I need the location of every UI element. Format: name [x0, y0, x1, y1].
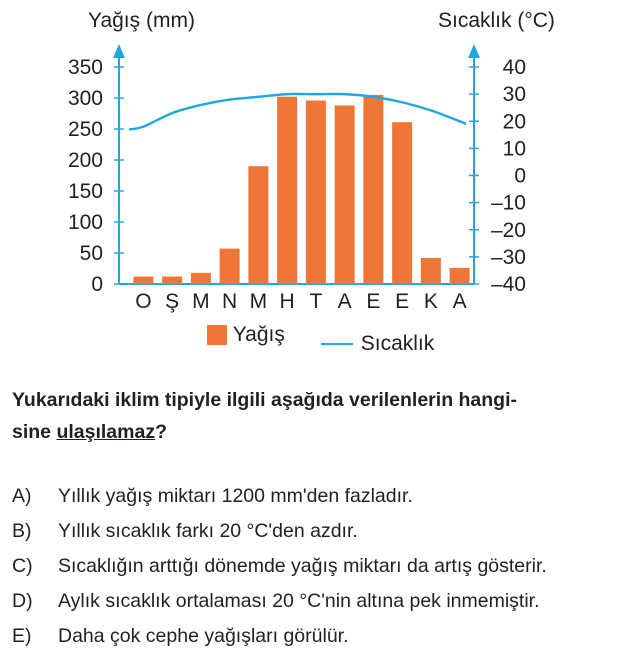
- legend-bar-label: Yağış: [232, 323, 285, 346]
- option-e-letter: E): [12, 625, 32, 647]
- option-d-letter: D): [12, 590, 33, 612]
- month-label: A: [452, 290, 467, 313]
- precipitation-bar: [133, 277, 153, 284]
- month-label: N: [222, 290, 238, 313]
- question-line-2-prefix: sine: [12, 421, 57, 443]
- option-c[interactable]: [12, 550, 547, 585]
- option-d[interactable]: [12, 585, 547, 620]
- left-tick-label: 150: [67, 180, 103, 203]
- question-line-2: [12, 416, 632, 448]
- precipitation-bar: [363, 95, 383, 284]
- question-line-2-suffix: ?: [155, 421, 167, 443]
- left-tick-label: 250: [67, 118, 103, 141]
- option-c-letter: C): [12, 555, 33, 577]
- right-tick-label: 30: [502, 83, 526, 107]
- month-label: O: [135, 290, 152, 313]
- legend-item-precipitation: [207, 323, 285, 347]
- option-b-letter: B): [12, 520, 32, 542]
- right-tick-label: 10: [502, 137, 526, 161]
- precipitation-bar: [248, 166, 268, 284]
- month-label: K: [423, 290, 438, 313]
- left-axis-arrow: [113, 44, 125, 58]
- right-tick-label: –10: [490, 191, 526, 215]
- left-tick-label: 100: [67, 211, 103, 234]
- precipitation-bar: [392, 122, 412, 284]
- precipitation-bar: [191, 273, 211, 284]
- option-b-text: Yıllık sıcaklık farkı 20 °C'den azdır.: [58, 520, 358, 542]
- legend-bar-swatch: [207, 325, 227, 345]
- option-d-text: Aylık sıcaklık ortalaması 20 °C'nin altına pek inmemiştir.: [58, 590, 540, 612]
- precipitation-bar: [421, 258, 441, 284]
- month-label: H: [279, 290, 295, 313]
- precipitation-bar: [220, 249, 240, 284]
- right-tick-label: 20: [502, 110, 526, 134]
- climate-chart: [0, 0, 641, 320]
- question-text: [12, 384, 632, 448]
- right-tick-label: –30: [490, 245, 526, 269]
- month-label: M: [192, 290, 210, 313]
- option-a-text: Yıllık yağış miktarı 1200 mm'den fazladır.: [58, 485, 413, 507]
- month-label: A: [337, 290, 352, 313]
- option-e[interactable]: [12, 620, 547, 655]
- right-axis-title: Sıcaklık (°C): [438, 9, 555, 32]
- legend-item-temperature: [321, 332, 435, 356]
- precipitation-bar: [162, 277, 182, 284]
- option-b[interactable]: [12, 515, 547, 550]
- left-tick-label: 300: [67, 87, 103, 110]
- month-label: M: [249, 290, 268, 313]
- month-label: T: [309, 290, 323, 313]
- question-line-1: Yukarıdaki iklim tipiyle ilgili aşağıda verilenlerin hangi-: [12, 389, 518, 411]
- option-a[interactable]: [12, 480, 547, 515]
- legend-line-label: Sıcaklık: [360, 332, 435, 355]
- precipitation-bar: [335, 105, 355, 284]
- legend-line-swatch: [321, 343, 353, 345]
- question-emphasis: ulaşılamaz: [56, 421, 156, 443]
- month-label: E: [395, 290, 410, 313]
- right-tick-label: 40: [502, 56, 526, 79]
- temperature-line: [129, 94, 466, 129]
- chart-legend: [0, 323, 641, 356]
- precipitation-bar: [277, 97, 297, 284]
- month-label: Ş: [165, 290, 180, 313]
- precipitation-bar: [306, 100, 326, 284]
- right-axis-arrow: [468, 44, 480, 58]
- answer-options: [12, 480, 547, 655]
- option-a-letter: A): [12, 485, 32, 507]
- left-tick-label: 350: [67, 56, 103, 79]
- left-tick-label: 0: [91, 273, 103, 296]
- left-axis-title: Yağış (mm): [88, 9, 195, 32]
- left-tick-label: 50: [79, 242, 103, 265]
- precipitation-bar: [450, 268, 470, 284]
- right-tick-label: 0: [514, 164, 526, 188]
- month-label: E: [366, 290, 381, 313]
- option-c-text: Sıcaklığın arttığı dönemde yağış miktarı da artış gösterir.: [58, 555, 547, 577]
- left-tick-label: 200: [67, 149, 103, 172]
- right-tick-label: –40: [490, 273, 526, 296]
- right-tick-label: –20: [490, 218, 526, 242]
- option-e-text: Daha çok cephe yağışları görülür.: [58, 625, 349, 647]
